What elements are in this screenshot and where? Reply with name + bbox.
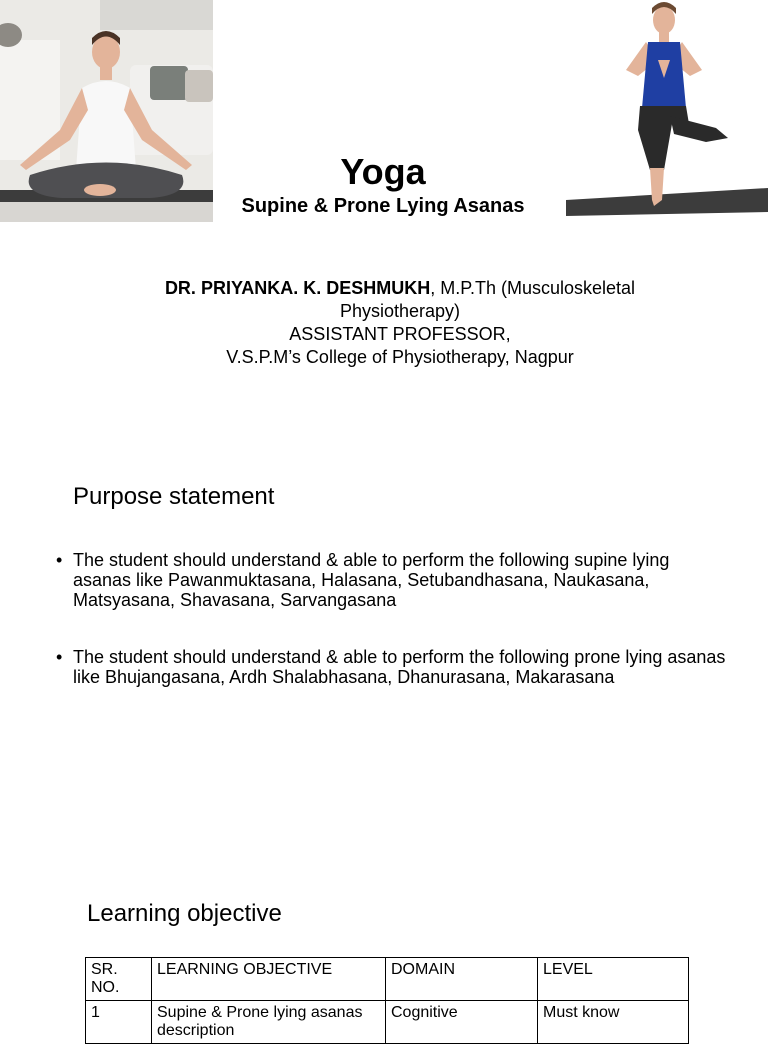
table-header-cell: LEVEL — [538, 958, 689, 1001]
learning-objective-table — [85, 957, 689, 1044]
table-cell: 1 — [86, 1001, 152, 1044]
author-institution: V.S.P.M’s College of Physiotherapy, Nagpur — [226, 347, 574, 367]
purpose-bullet — [56, 647, 726, 687]
author-qualification: , M.P.Th (Musculoskeletal — [430, 278, 636, 298]
purpose-bullet-list — [56, 550, 726, 724]
bullet-glyph: • — [56, 647, 63, 667]
table-header-cell: LEARNING OBJECTIVE — [152, 958, 386, 1001]
presentation-subtitle: Supine & Prone Lying Asanas — [241, 195, 525, 217]
purpose-bullet — [56, 550, 726, 610]
bullet-glyph: • — [56, 550, 63, 570]
table-row — [86, 1001, 689, 1044]
purpose-bullet-text: The student should understand & able to perform the following prone lying asanas like Bhujangasana, Ardh Shalabhasana, Dhanurasana, Makarasana — [73, 647, 726, 687]
table-header-cell: SR. NO. — [86, 958, 152, 1001]
meditation-photo — [0, 0, 213, 222]
tree-pose-photo — [566, 0, 768, 218]
table-cell: Must know — [538, 1001, 689, 1044]
learning-objective-heading: Learning objective — [87, 900, 282, 927]
presentation-title: Yoga — [340, 151, 426, 192]
table-header-cell: DOMAIN — [386, 958, 538, 1001]
author-block — [120, 277, 680, 369]
author-qualification-cont: Physiotherapy) — [339, 301, 461, 321]
purpose-heading: Purpose statement — [73, 483, 275, 510]
author-position: ASSISTANT PROFESSOR, — [289, 324, 511, 344]
table-header-row — [86, 958, 689, 1001]
author-name: DR. PRIYANKA. K. DESHMUKH — [164, 278, 431, 298]
purpose-bullet-text: The student should understand & able to perform the following supine lying asanas like Pawanmuktasana, Halasana, Setubandhasana, Naukasana, Matsyasana, Shavasana, Sarvangasana — [73, 550, 670, 610]
author-line-1 — [120, 277, 680, 300]
table-cell: Supine & Prone lying asanas description — [152, 1001, 386, 1044]
table-cell: Cognitive — [386, 1001, 538, 1044]
